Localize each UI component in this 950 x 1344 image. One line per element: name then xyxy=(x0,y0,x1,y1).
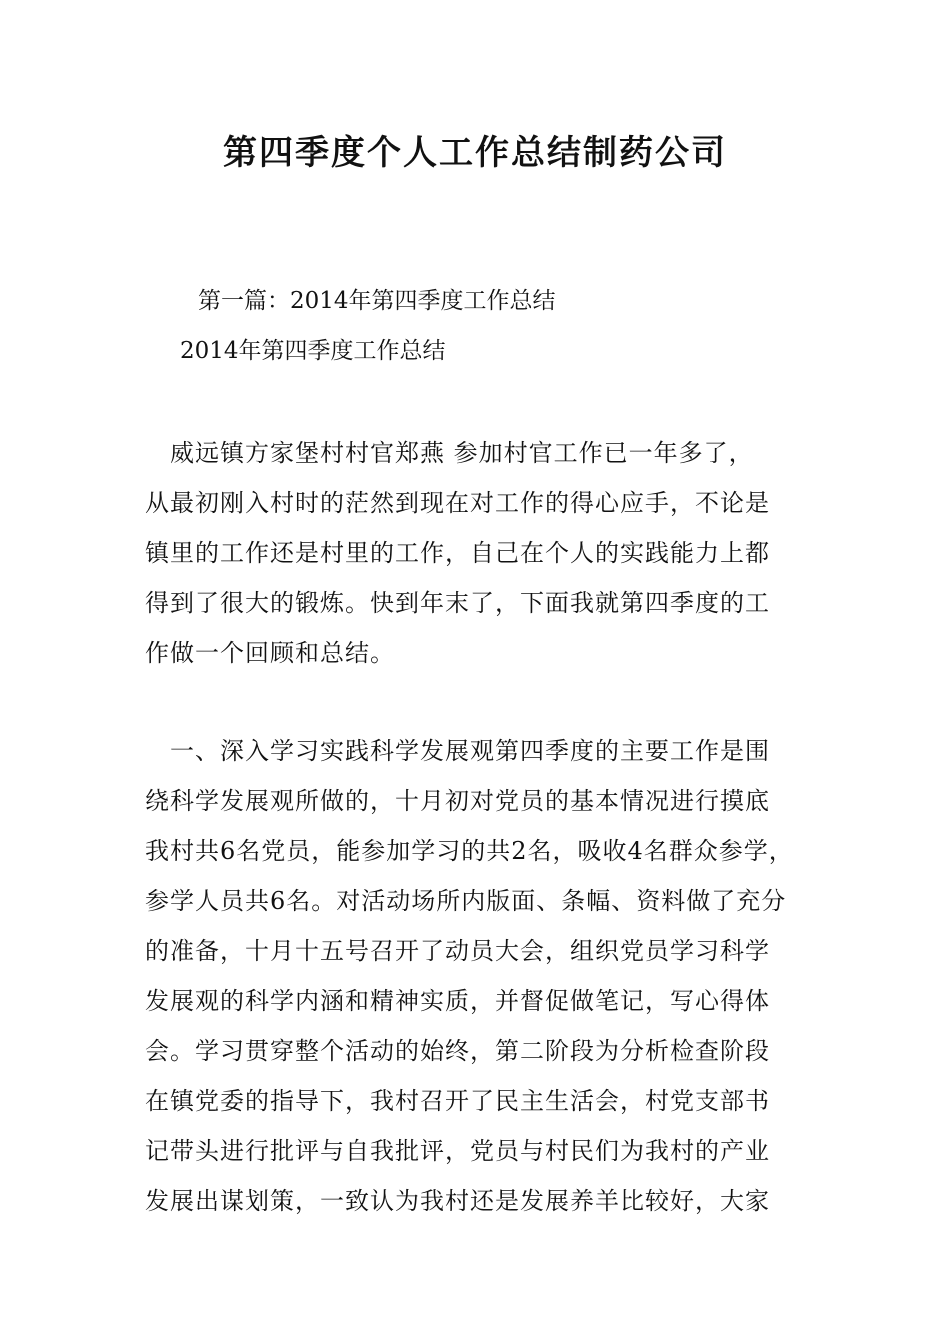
paragraph-line: 镇里的工作还是村里的工作，自己在个人的实践能力上都 xyxy=(145,539,770,567)
paragraph-line: 参学人员共6名。对活动场所内版面、条幅、资料做了充分 xyxy=(145,887,787,915)
paragraph-line: 我村共6名党员，能参加学习的共2名，吸收4名群众参学， xyxy=(145,837,794,865)
paragraph-line: 发展观的科学内涵和精神实质，并督促做笔记，写心得体 xyxy=(145,987,770,1015)
paragraph-line: 从最初刚入村时的茫然到现在对工作的得心应手，不论是 xyxy=(145,489,770,517)
chapter-heading: 第一篇：2014年第四季度工作总结 xyxy=(198,288,556,314)
paragraph-line: 得到了很大的锻炼。快到年末了，下面我就第四季度的工 xyxy=(145,589,770,617)
paragraph-line: 作做一个回顾和总结。 xyxy=(145,639,395,667)
paragraph-line: 绕科学发展观所做的，十月初对党员的基本情况进行摸底 xyxy=(145,787,770,815)
paragraph-line: 发展出谋划策，一致认为我村还是发展养羊比较好，大家 xyxy=(145,1187,770,1215)
document-title: 第四季度个人工作总结制药公司 xyxy=(223,133,727,173)
section-heading: 2014年第四季度工作总结 xyxy=(180,338,446,364)
paragraph-line: 在镇党委的指导下，我村召开了民主生活会，村党支部书 xyxy=(145,1087,770,1115)
paragraph-line: 记带头进行批评与自我批评，党员与村民们为我村的产业 xyxy=(145,1137,770,1165)
paragraph-line: 威远镇方家堡村村官郑燕 参加村官工作已一年多了， xyxy=(145,439,754,467)
paragraph-line: 的准备，十月十五号召开了动员大会，组织党员学习科学 xyxy=(145,937,770,965)
paragraph-line: 一、深入学习实践科学发展观第四季度的主要工作是围 xyxy=(145,737,770,765)
intro-paragraph xyxy=(145,428,835,678)
section-one-paragraph xyxy=(145,726,835,1226)
paragraph-line: 会。学习贯穿整个活动的始终，第二阶段为分析检查阶段 xyxy=(145,1037,770,1065)
